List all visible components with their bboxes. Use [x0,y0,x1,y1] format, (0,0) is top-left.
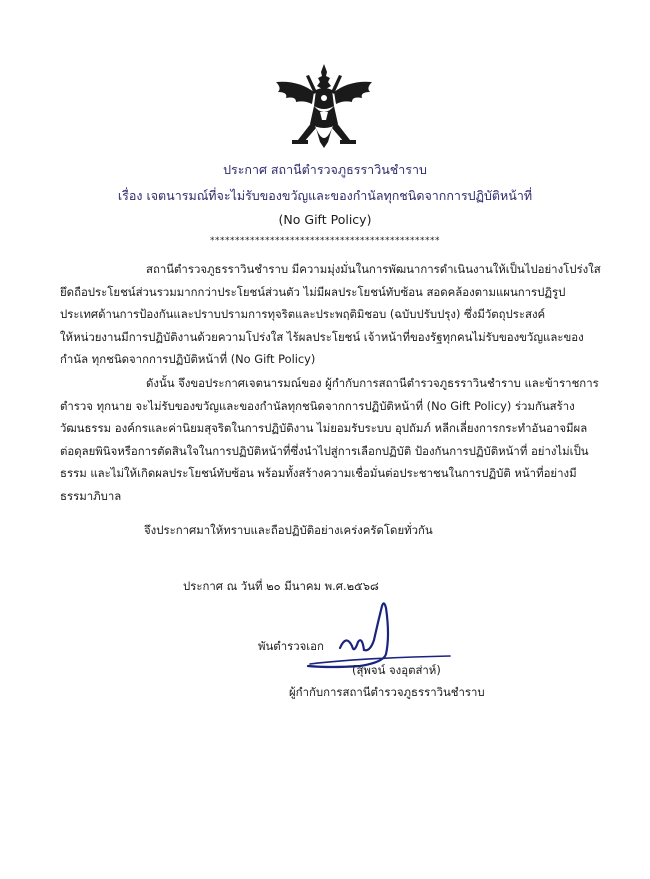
paragraph-1 [60,258,612,371]
announcement-title: ประกาศ สถานีตำรวจภูธรราวินชำราบ [223,162,427,177]
signatory-name: (สุพจน์ จงอุตส่าห์) [352,663,441,677]
paragraph-line: ตำรวจ ทุกนาย จะไม่รับของขวัญและของกำนัลทุกชนิดจากการปฏิบัติหน้าที่ (No Gift Policy) ร่วมกันสร้าง [60,398,575,413]
signatory-position: ผู้กำกับการสถานีตำรวจภูธรราวินชำราบ [289,685,485,699]
separator-line: ********************************************** [210,236,440,246]
paragraph-line: ดังนั้น จึงขอประกาศเจตนารมณ์ของ ผู้กำกับการสถานีตำรวจภูธรราวินชำราบ และข้าราชการ [146,376,599,390]
paragraph-line: ธรรม และไม่ให้เกิดผลประโยชน์ทับซ้อน พร้อมทั้งสร้างความเชื่อมั่นต่อประชาชนในการปฏิบัติ หน้าที่อย่างมี [60,466,577,480]
garuda-emblem-icon [268,62,380,150]
paragraph-line: ยึดถือประโยชน์ส่วนรวมมากกว่าประโยชน์ส่วนตัว ไม่มีผลประโยชน์ทับซ้อน สอดคล้องตามแผนการปฏิรูป [60,284,566,299]
paragraph-2 [60,372,612,507]
paragraph-line: กำนัล ทุกชนิดจากการปฏิบัติหน้าที่ (No Gift Policy) [60,352,316,366]
signatory-rank: พันตำรวจเอก [258,639,324,653]
closing-statement: จึงประกาศมาให้ทราบและถือปฏิบัติอย่างเคร่งครัดโดยทั่วกัน [144,523,433,537]
announcement-date: ประกาศ ณ วันที่ ๒๐ มีนาคม พ.ศ.๒๕๖๘ [183,579,379,593]
paragraph-line: สถานีตำรวจภูธรราวินชำราบ มีความมุ่งมั่นในการพัฒนาการดำเนินงานให้เป็นไปอย่างโปร่งใส [146,262,601,276]
policy-name: (No Gift Policy) [278,212,372,227]
paragraph-line: ให้หน่วยงานมีการปฏิบัติงานด้วยความโปร่งใส ไร้ผลประโยชน์ เจ้าหน้าที่ของรัฐทุกคนไม่รับของขวัญและของ [60,329,584,344]
paragraph-line: วัฒนธรรม องค์กรและค่านิยมสุจริตในการปฏิบัติงาน ไม่ยอมรับระบบ อุปถัมภ์ หลีกเลี่ยงการกระทำอันอาจมีผล [60,421,588,435]
paragraph-line: ต่อดุลยพินิจหรือการตัดสินใจในการปฏิบัติหน้าที่ซึ่งนำไปสู่การเลือกปฏิบัติ ป้องกันการปฏิบัติหน้าที่ อย่างไม่เป็น [60,443,589,458]
announcement-subject: เรื่อง เจตนารมณ์ที่จะไม่รับของขวัญและของกำนัลทุกชนิดจากการปฏิบัติหน้าที่ [117,188,533,203]
paragraph-line: ธรรมาภิบาล [60,488,122,503]
paragraph-line: ประเทศด้านการป้องกันและปราบปรามการทุจริตและประพฤติมิชอบ (ฉบับปรับปรุง) ซึ่งมีวัตถุประสงค์ [60,307,546,321]
